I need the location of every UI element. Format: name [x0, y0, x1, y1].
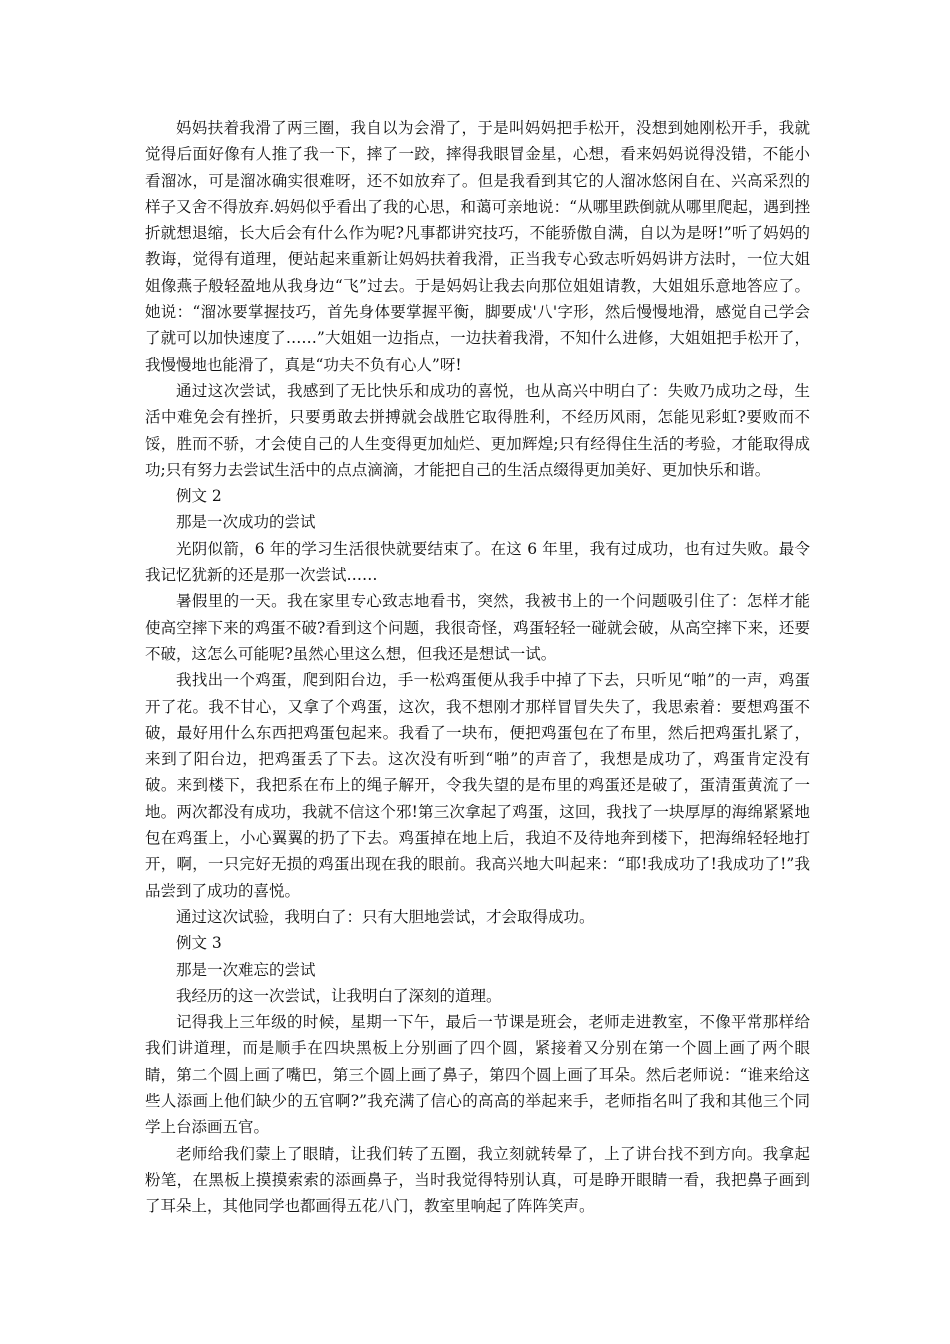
example-3-title: 那是一次难忘的尝试	[176, 960, 316, 979]
paragraph-skating-story: 妈妈扶着我滑了两三圈，我自以为会滑了，于是叫妈妈把手松开，没想到她刚松开手，我就觉得后面好像有人推了我一下，摔了一跤，摔得我眼冒金星，心想，看来妈妈说得没错，不能小看溜冰，可是溜冰确实很难呀，还不如放弃了。但是我看到其它的人溜冰悠闲自在、兴高采烈的样子又舍不得放弃.妈妈似乎看出了我的心思，和蔼可亲地说：“从哪里跌倒就从哪里爬起，遇到挫折就想退缩，长大后会有什么作为呢?凡事都讲究技巧，不能骄傲自满，自以为是呀!”听了妈妈的教诲，觉得有道理，便站起来重新让妈妈扶着我滑，正当我专心致志听妈妈讲方法时，一位大姐姐像燕子般轻盈地从我身边“飞”过去。于是妈妈让我去向那位姐姐请教，大姐姐乐意地答应了。她说：“溜冰要掌握技巧，首先身体要掌握平衡，脚要成'八'字形，然后慢慢地滑，感觉自己学会了就可以加快速度了……”大姐姐一边指点，一边扶着我滑，不知什么进修，大姐姐把手松开了，我慢慢地也能滑了，真是“功夫不负有心人”呀!	[145, 119, 810, 374]
document-body	[145, 115, 810, 1219]
example-2-label: 例文 2	[176, 487, 222, 506]
paragraph-egg-intro: 光阴似箭，6 年的学习生活很快就要结束了。在这 6 年里，我有过成功，也有过失败。最令我记忆犹新的还是那一次尝试……	[145, 539, 810, 585]
paragraph-drawing-result: 老师给我们蒙上了眼睛，让我们转了五圈，我立刻就转晕了，上了讲台找不到方向。我拿起粉笔，在黑板上摸摸索索的添画鼻子，当时我觉得特别认真，可是睁开眼睛一看，我把鼻子画到了耳朵上，其他同学也都画得五花八门，教室里响起了阵阵笑声。	[145, 1144, 810, 1216]
paragraph-egg-experiment: 我找出一个鸡蛋，爬到阳台边，手一松鸡蛋便从我手中掉了下去，只听见“啪”的一声，鸡蛋开了花。我不甘心，又拿了个鸡蛋，这次，我不想刚才那样冒冒失失了，我思索着：要想鸡蛋不破，最好用什么东西把鸡蛋包起来。我看了一块布，便把鸡蛋包在了布里，然后把鸡蛋扎紧了，来到了阳台边，把鸡蛋丢了下去。这次没有听到“啪”的声音了，我想是成功了，鸡蛋肯定没有破。来到楼下，我把系在布上的绳子解开，令我失望的是布里的鸡蛋还是破了，蛋清蛋黄流了一地。两次都没有成功，我就不信这个邪!第三次拿起了鸡蛋，这回，我找了一块厚厚的海绵紧紧地包在鸡蛋上，小心翼翼的扔了下去。鸡蛋掉在地上后，我迫不及待地奔到楼下，把海绵轻轻地打开，啊，一只完好无损的鸡蛋出现在我的眼前。我高兴地大叫起来：“耶!我成功了!我成功了!”我品尝到了成功的喜悦。	[145, 671, 810, 900]
paragraph-drawing-class: 记得我上三年级的时候，星期一下午，最后一节课是班会，老师走进教室，不像平常那样给我们讲道理，而是顺手在四块黑板上分别画了四个圆，紧接着又分别在第一个圆上画了两个眼睛，第二个圆上画了嘴巴，第三个圆上画了鼻子，第四个圆上画了耳朵。然后老师说：“谁来给这些人添画上他们缺少的五官啊?”我充满了信心的高高的举起来手，老师指名叫了我和其他三个同学上台添画五官。	[145, 1013, 810, 1137]
example-2-title: 那是一次成功的尝试	[176, 513, 316, 532]
paragraph-egg-question: 暑假里的一天。我在家里专心致志地看书，突然，我被书上的一个问题吸引住了：怎样才能使高空摔下来的鸡蛋不破?看到这个问题，我很奇怪，鸡蛋轻轻一碰就会破，从高空摔下来，还要不破，这怎么可能呢?虽然心里这么想，但我还是想试一试。	[145, 592, 810, 663]
example-3-label: 例文 3	[176, 934, 222, 953]
paragraph-skating-conclusion: 通过这次尝试，我感到了无比快乐和成功的喜悦，也从高兴中明白了：失败乃成功之母，生活中难免会有挫折，只要勇敢去拼搏就会战胜它取得胜利，不经历风雨，怎能见彩虹?要败而不馁，胜而不骄，才会使自己的人生变得更加灿烂、更加辉煌;只有经得住生活的考验，才能取得成功;只有努力去尝试生活中的点点滴滴，才能把自己的生活点缀得更加美好、更加快乐和谐。	[145, 381, 810, 479]
paragraph-drawing-intro: 我经历的这一次尝试，让我明白了深刻的道理。	[176, 986, 502, 1005]
paragraph-egg-conclusion: 通过这次试验，我明白了：只有大胆地尝试，才会取得成功。	[176, 907, 595, 926]
